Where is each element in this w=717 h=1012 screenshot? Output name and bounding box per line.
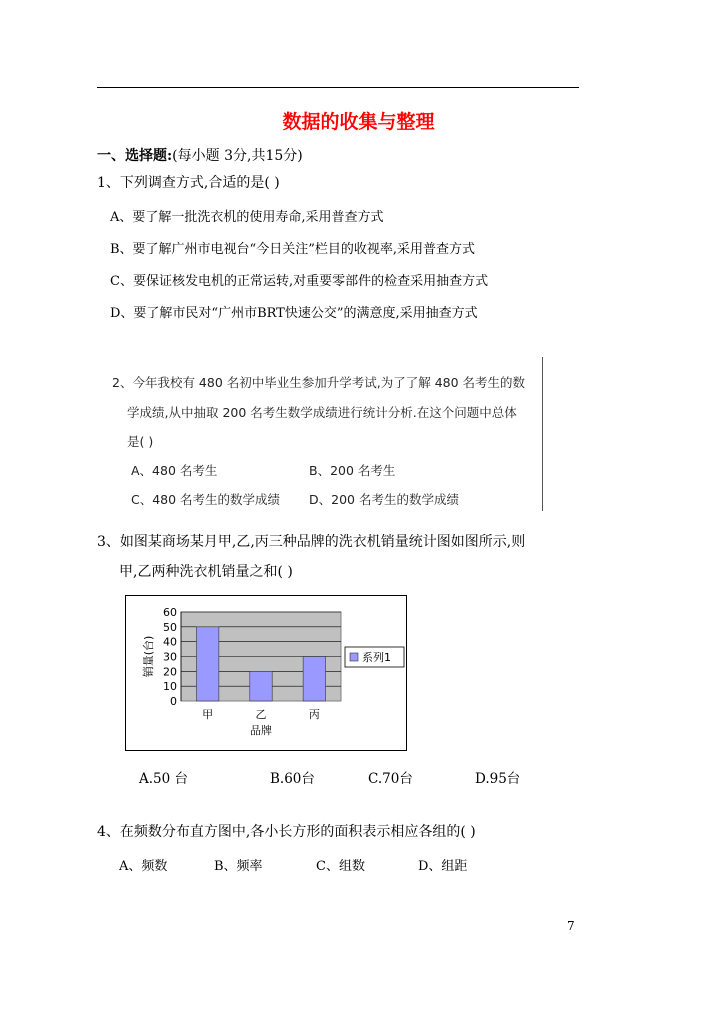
- q4-stem: 4、在频数分布直方图中,各小长方形的面积表示相应各组的( ): [97, 824, 476, 840]
- q3-line-1: 3、如图某商场某月甲,乙,丙三种品牌的洗衣机销量统计图如图所示,则: [97, 534, 526, 550]
- x-tick-label: 乙: [255, 708, 267, 721]
- q3-option-a: A.50 台: [139, 771, 189, 787]
- section-heading-label: 一、选择题:: [97, 148, 173, 164]
- y-tick-label: 20: [163, 665, 177, 679]
- x-tick-label: 丙: [308, 708, 320, 721]
- bar: [303, 657, 325, 702]
- q2-line-1: 2、今年我校有 480 名初中毕业生参加升学考试,为了了解 480 名考生的数: [112, 375, 526, 390]
- q3-line-2: 甲,乙两种洗衣机销量之和( ): [119, 564, 293, 580]
- page-title: 数据的收集与整理: [282, 111, 435, 133]
- page-number: 7: [567, 919, 575, 933]
- bar-chart: [126, 596, 406, 750]
- section-heading: [97, 145, 303, 165]
- q4-option-c: C、组数: [316, 859, 365, 874]
- legend-swatch: [350, 653, 358, 661]
- q2-line-3: 是( ): [127, 434, 154, 449]
- q2-option-c: C、480 名考生的数学成绩: [131, 492, 281, 507]
- y-tick-label: 30: [163, 650, 177, 664]
- scan-edge-line: [542, 357, 543, 511]
- q1-option-c: C、要保证核发电机的正常运转,对重要零部件的检查采用抽查方式: [110, 274, 489, 289]
- bar-chart-frame: [125, 595, 407, 751]
- x-axis-label: 品牌: [250, 724, 272, 737]
- y-tick-label: 10: [163, 680, 177, 694]
- y-tick-label: 50: [163, 620, 177, 634]
- q3-option-d: D.95台: [475, 771, 521, 787]
- q3-option-b: B.60台: [270, 771, 315, 787]
- header-rule: [97, 87, 579, 88]
- y-tick-label: 0: [170, 695, 177, 708]
- q1-option-d: D、要了解市民对“广州市BRT快速公交”的满意度,采用抽查方式: [110, 306, 478, 321]
- q1-stem: 1、下列调查方式,合适的是( ): [97, 175, 280, 191]
- x-tick-label: 甲: [202, 708, 214, 721]
- q1-option-a: A、要了解一批洗衣机的使用寿命,采用普查方式: [110, 210, 384, 225]
- y-tick-label: 60: [163, 606, 177, 619]
- q2-option-a: A、480 名考生: [131, 463, 218, 478]
- q2-option-d: D、200 名考生的数学成绩: [309, 492, 459, 507]
- q1-option-b: B、要了解广州市电视台“今日关注”栏目的收视率,采用普查方式: [110, 242, 475, 257]
- q2-option-b: B、200 名考生: [309, 463, 396, 478]
- legend-label: 系列1: [362, 651, 391, 664]
- q3-option-c: C.70台: [368, 771, 413, 787]
- y-tick-label: 40: [163, 635, 177, 649]
- q4-option-b: B、频率: [214, 859, 263, 874]
- legend: [345, 647, 404, 667]
- section-heading-note: (每小题 3分,共15分): [172, 148, 303, 164]
- bar: [196, 627, 218, 701]
- q2-line-2: 学成绩,从中抽取 200 名考生数学成绩进行统计分析.在这个问题中总体: [127, 405, 517, 420]
- q4-option-a: A、频数: [119, 859, 168, 874]
- y-axis-label: 销量(台): [142, 635, 155, 678]
- bar: [250, 671, 272, 701]
- q4-option-d: D、组距: [418, 859, 468, 874]
